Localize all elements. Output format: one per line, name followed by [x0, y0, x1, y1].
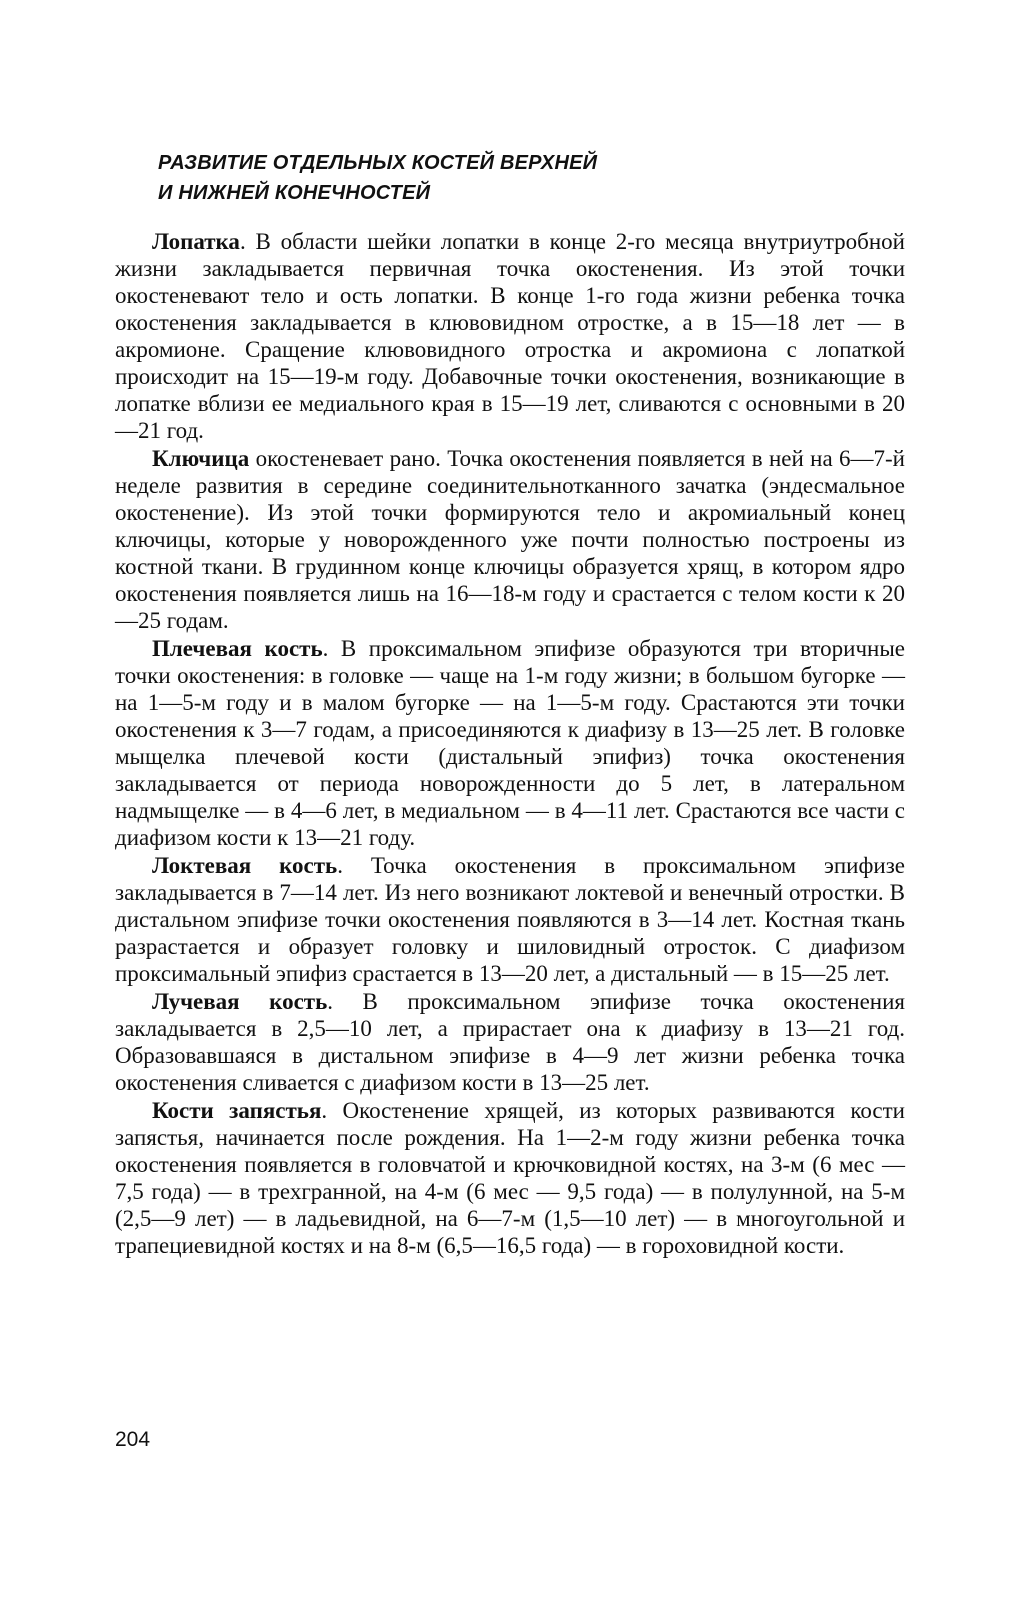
term-humerus: Плечевая кость	[152, 636, 323, 661]
body-text	[115, 228, 905, 1259]
paragraph-radius-text: . В проксимальном эпифизе точка окостенения закладывается в 2,5—10 лет, а прирастает она к диафизу в 13—21 год. Образовавшаяся в дистальном эпифизе в 4—9 лет жизни ребенка точка окостенения сливается с диафизом кости в 13—25 лет.	[115, 989, 905, 1095]
paragraph-carpal-bones-text: . Окостенение хрящей, из которых развиваются кости запястья, начинается после рождения. На 1—2-м году жизни ребенка точка окостенения появляется в головчатой и крючковидной костях, на 3-м (6 мес — 7,5 года) — в трехгранной, на 4-м (6 мес — 9,5 года) — в полулунной, на 5-м (2,5—9 лет) — в ладьевидной, на 6—7-м (1,5—10 лет) — в многоугольной и трапециевидной костях и на 8-м (6,5—16,5 года) — в гороховидной кости.	[115, 1098, 905, 1258]
term-carpal-bones: Кости запястья	[152, 1098, 322, 1123]
book-page	[115, 148, 905, 1548]
section-heading-line-2: И НИЖНЕЙ КОНЕЧНОСТЕЙ	[158, 182, 431, 204]
term-clavicle: Ключица	[152, 446, 250, 471]
paragraph-clavicle-text: окостеневает рано. Точка окостенения появляется в ней на 6—7-й неделе развития в середине соединительнотканного зачатка (эндесмальное окостенение). Из этой точки формируются тело и акромиальный конец ключицы, которые у новорожденного уже почти полностью построены из костной ткани. В грудинном конце ключицы образуется хрящ, в котором ядро окостенения появляется лишь на 16—18-м году и срастается с телом кости к 20—25 годам.	[115, 446, 905, 633]
paragraph-clavicle	[115, 445, 905, 634]
term-scapula: Лопатка	[152, 229, 240, 254]
paragraph-scapula	[115, 228, 905, 444]
term-ulna: Локтевая кость	[152, 853, 338, 878]
paragraph-ulna-text: . Точка окостенения в проксимальном эпифизе закладывается в 7—14 лет. Из него возникают локтевой и венечный отростки. В дистальном эпифизе точки окостенения появляются в 3—14 лет. Костная ткань разрастается и образует головку и шиловидный отросток. С диафизом проксимальный эпифиз срастается в 13—20 лет, а дистальный — в 15—25 лет.	[115, 853, 905, 986]
page-number: 204	[115, 1428, 151, 1451]
term-radius: Лучевая кость	[152, 989, 328, 1014]
paragraph-carpal-bones	[115, 1097, 905, 1259]
paragraph-radius	[115, 988, 905, 1096]
paragraph-humerus	[115, 635, 905, 851]
section-heading	[158, 148, 905, 208]
paragraph-humerus-text: . В проксимальном эпифизе образуются три вторичные точки окостенения: в головке — чаще на 1-м году жизни; в большом бугорке — на 1—5-м году и в малом бугорке — на 1—5-м году. Срастаются эти точки окостенения к 3—7 годам, а присоединяются к диафизу в 13—25 лет. В головке мыщелка плечевой кости (дистальный эпифиз) точка окостенения закладывается от периода новорожденности до 5 лет, в латеральном надмыщелке — в 4—6 лет, в медиальном — в 4—11 лет. Срастаются все части с диафизом кости к 13—21 году.	[115, 636, 906, 850]
paragraph-scapula-text: . В области шейки лопатки в конце 2-го месяца внутриутробной жизни закладывается первичная точка окостенения. Из этой точки окостеневают тело и ость лопатки. В конце 1-го года жизни ребенка точка окостенения закладывается в клювовидном отростке, а в 15—18 лет — в акромионе. Сращение клювовидного отростка и акромиона с лопаткой происходит на 15—19-м году. Добавочные точки окостенения, возникающие в лопатке вблизи ее медиального края в 15—19 лет, сливаются с основными в 20—21 год.	[115, 229, 905, 443]
paragraph-ulna	[115, 852, 905, 987]
section-heading-line-1: РАЗВИТИЕ ОТДЕЛЬНЫХ КОСТЕЙ ВЕРХНЕЙ	[158, 152, 598, 174]
